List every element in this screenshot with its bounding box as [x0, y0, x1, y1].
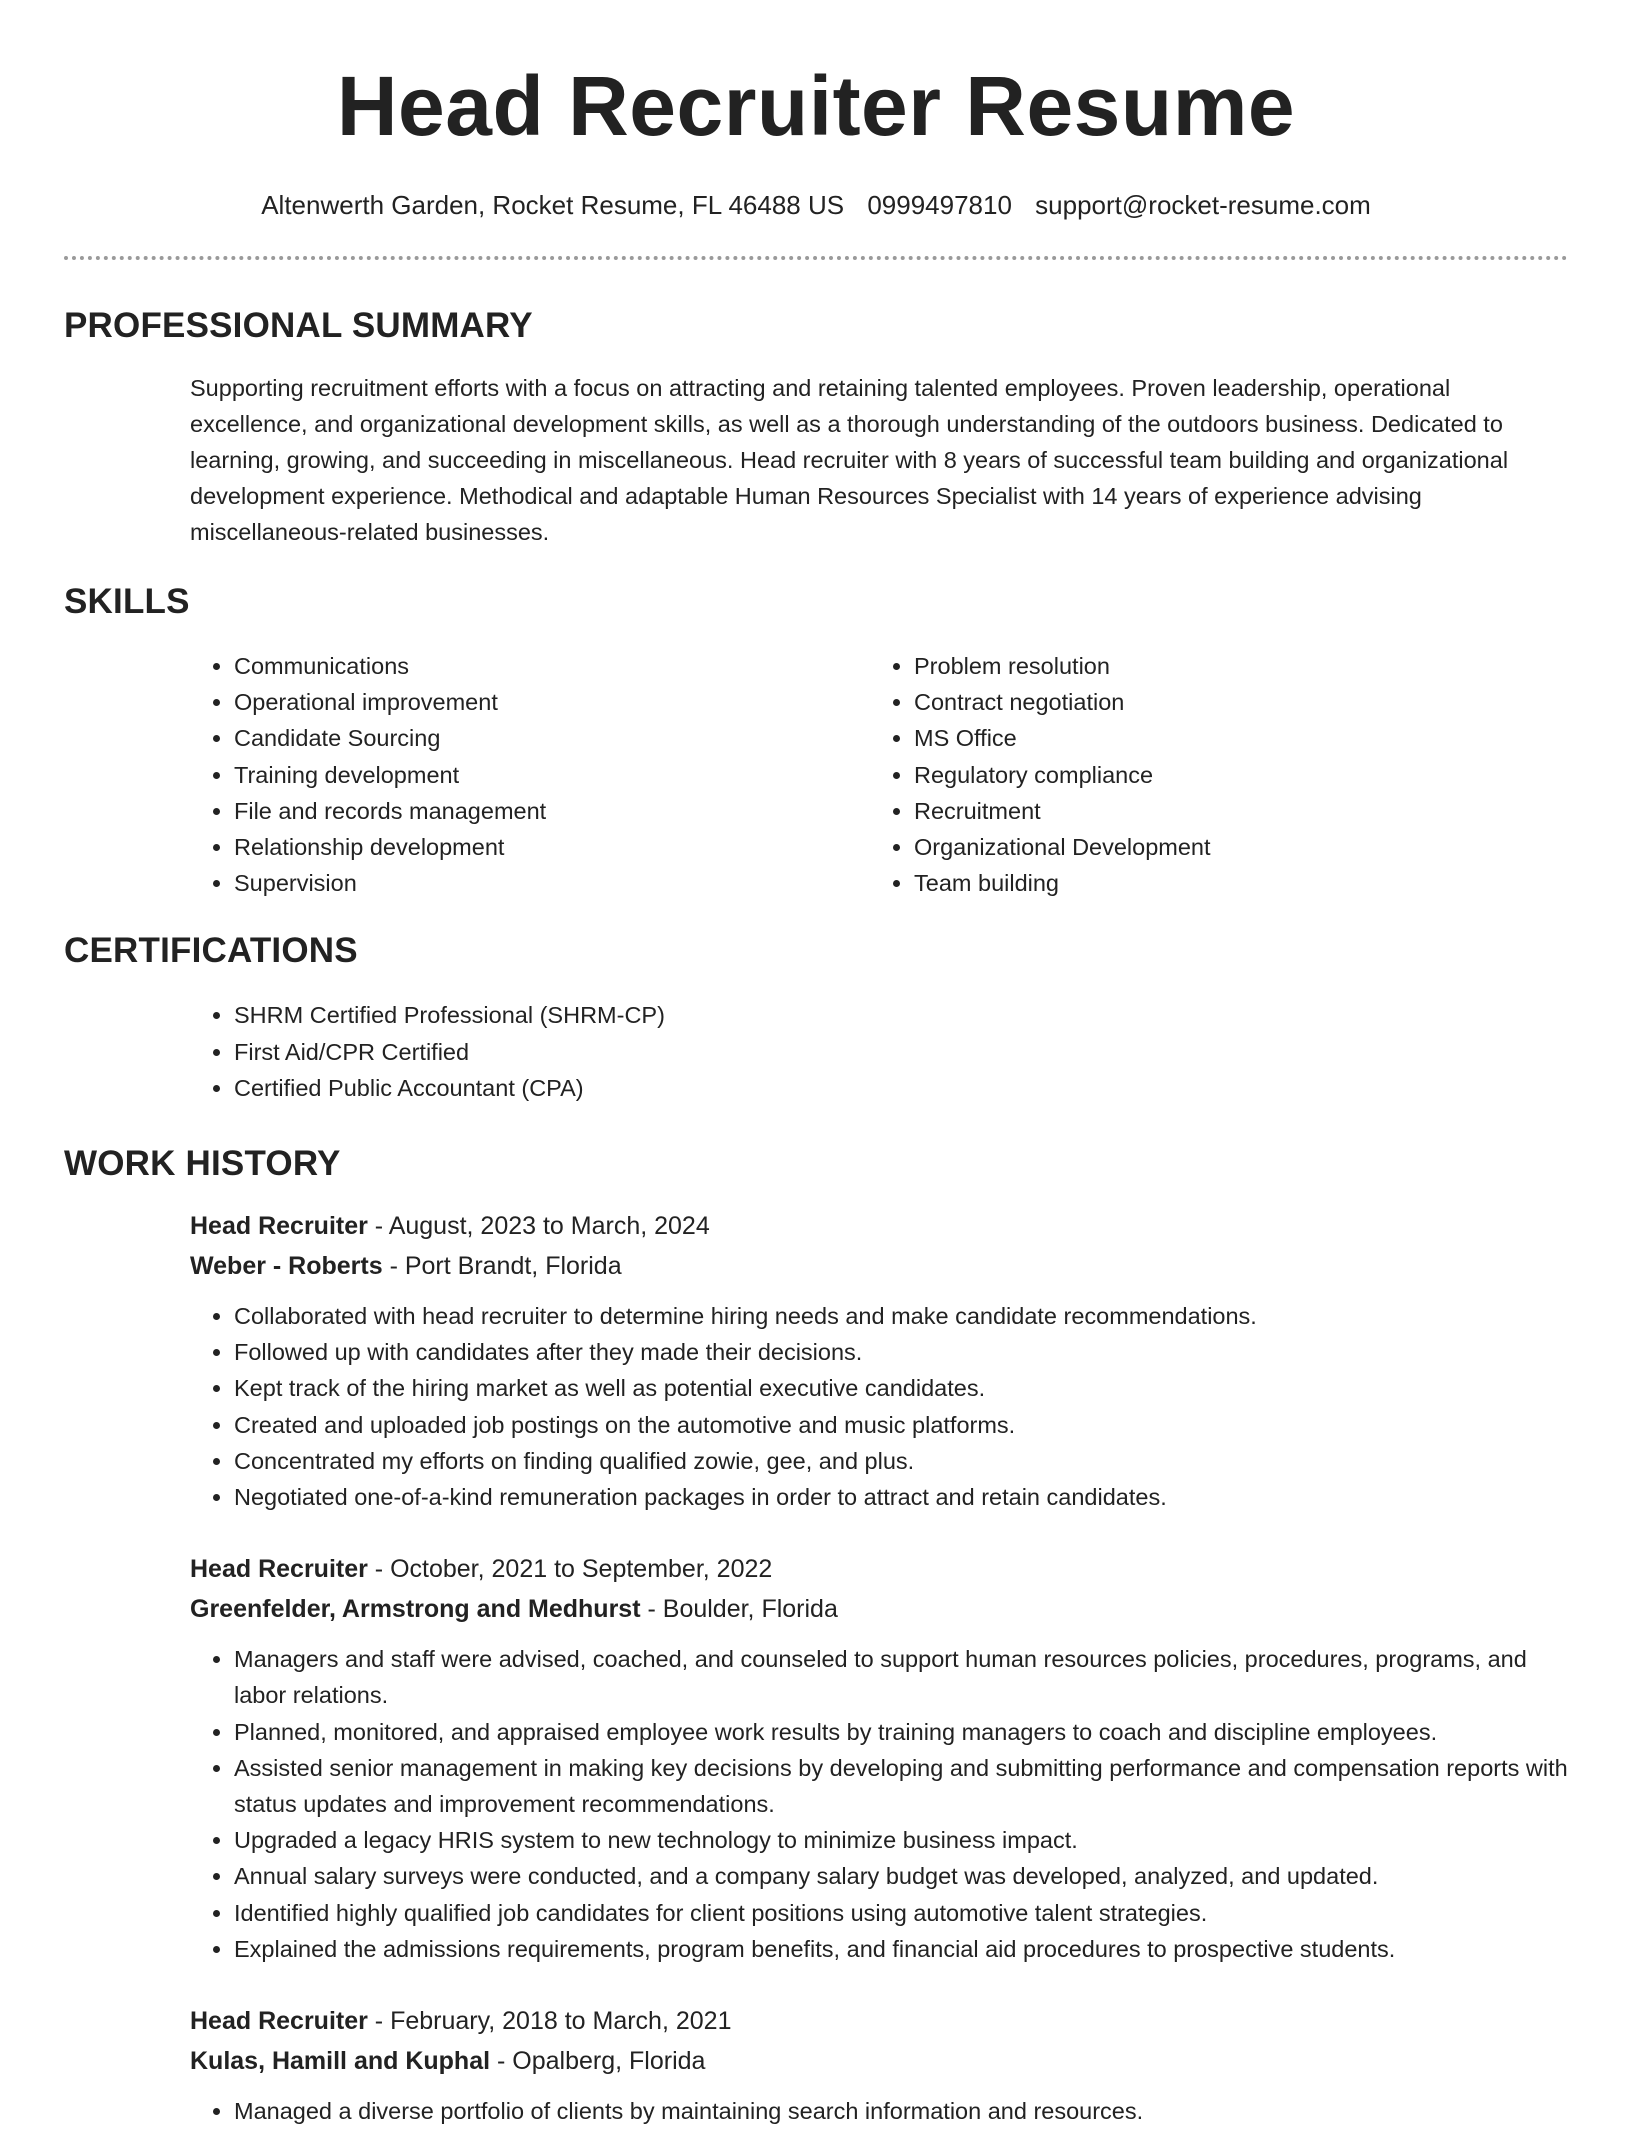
resume-title: Head Recruiter Resume	[336, 59, 1296, 153]
work-history-heading: WORK HISTORY	[64, 1144, 341, 1184]
certification-item: • First Aid/CPR Certified	[234, 1034, 1568, 1070]
header-divider	[64, 256, 1568, 260]
skill-item: • Recruitment	[914, 793, 1550, 829]
job-bullets	[190, 1298, 1568, 1515]
job-company-line	[190, 2041, 1568, 2081]
job-company: Weber - Roberts	[190, 1252, 383, 1281]
job-bullet: • Collaborated with head recruiter to determine hiring needs and make candidate recommendations.	[234, 1298, 1568, 1334]
job-entry	[190, 2001, 1568, 2129]
job-company: Kulas, Hamill and Kuphal	[190, 2047, 491, 2076]
job-title-line	[190, 1206, 1568, 1246]
certifications-list	[190, 997, 1568, 1106]
job-dates: - August, 2023 to March, 2024	[367, 1212, 710, 1241]
skills-column-left	[190, 648, 870, 901]
job-bullet: • Managers and staff were advised, coached, and counseled to support human resources policies, procedures, programs, and labor relations.	[234, 1641, 1568, 1713]
job-bullet: • Identified highly qualified job candidates for client positions using automotive talent strategies.	[234, 1895, 1568, 1931]
skill-item: • Operational improvement	[234, 684, 870, 720]
skill-item: • Relationship development	[234, 829, 870, 865]
job-company-line	[190, 1589, 1568, 1629]
job-company-line	[190, 1246, 1568, 1286]
certification-item: • Certified Public Accountant (CPA)	[234, 1070, 1568, 1106]
job-bullets	[190, 1641, 1568, 1967]
contact-email: support@rocket-resume.com	[1035, 190, 1371, 220]
resume-header	[64, 0, 1568, 222]
job-bullet: • Annual salary surveys were conducted, and a company salary budget was developed, analyzed, and updated.	[234, 1858, 1568, 1894]
job-bullet: • Created and uploaded job postings on the automotive and music platforms.	[234, 1407, 1568, 1443]
skills-grid	[190, 648, 1568, 901]
certification-item: • SHRM Certified Professional (SHRM-CP)	[234, 997, 1568, 1033]
job-title: Head Recruiter	[190, 1212, 368, 1241]
skills-heading: SKILLS	[64, 582, 190, 621]
skills-list-right	[870, 648, 1550, 901]
skill-item: • Problem resolution	[914, 648, 1550, 684]
job-title-line	[190, 2001, 1568, 2041]
skill-item: • File and records management	[234, 793, 870, 829]
skills-list-left	[190, 648, 870, 901]
work-history-block	[190, 1206, 1568, 2129]
skill-item: • Training development	[234, 757, 870, 793]
skill-item: • MS Office	[914, 720, 1550, 756]
job-company: Greenfelder, Armstrong and Medhurst	[190, 1595, 641, 1624]
skill-item: • Communications	[234, 648, 870, 684]
job-bullets	[190, 2093, 1568, 2129]
certifications-heading: CERTIFICATIONS	[64, 931, 358, 971]
job-dates: - October, 2021 to September, 2022	[367, 1555, 773, 1584]
job-bullet: • Assisted senior management in making key decisions by developing and submitting performance and compensation reports with status updates and improvement recommendations.	[234, 1750, 1568, 1822]
job-location: - Port Brandt, Florida	[382, 1252, 622, 1281]
contact-line	[64, 188, 1568, 222]
job-bullet: • Upgraded a legacy HRIS system to new technology to minimize business impact.	[234, 1822, 1568, 1858]
skill-item: • Organizational Development	[914, 829, 1550, 865]
certifications-block	[190, 997, 1568, 1106]
skill-item: • Team building	[914, 865, 1550, 901]
job-title-line	[190, 1549, 1568, 1589]
job-title: Head Recruiter	[190, 2007, 368, 2036]
job-location: - Opalberg, Florida	[490, 2047, 706, 2076]
skills-column-right	[870, 648, 1550, 901]
job-location: - Boulder, Florida	[640, 1595, 838, 1624]
skill-item: • Regulatory compliance	[914, 757, 1550, 793]
job-entry	[190, 1206, 1568, 1515]
job-bullet: • Kept track of the hiring market as well as potential executive candidates.	[234, 1370, 1568, 1406]
job-bullet: • Managed a diverse portfolio of clients by maintaining search information and resources.	[234, 2093, 1568, 2129]
job-bullet: • Followed up with candidates after they made their decisions.	[234, 1334, 1568, 1370]
skill-item: • Supervision	[234, 865, 870, 901]
skill-item: • Contract negotiation	[914, 684, 1550, 720]
job-dates: - February, 2018 to March, 2021	[367, 2007, 732, 2036]
skill-item: • Candidate Sourcing	[234, 720, 870, 756]
contact-address: Altenwerth Garden, Rocket Resume, FL 46488 US	[261, 190, 845, 220]
summary-heading: PROFESSIONAL SUMMARY	[64, 306, 533, 345]
summary-text: Supporting recruitment efforts with a focus on attracting and retaining talented employees. Proven leadership, operational excellence, and organizational development skills, as well as a thorough understanding of the outdoors business. Dedicated to learning, growing, and succeeding in miscellaneous. Head recruiter with 8 years of successful team building and organizational development experience. Methodical and adaptable Human Resources Specialist with 14 years of experience advising miscellaneous-related businesses.	[190, 375, 1509, 545]
job-title: Head Recruiter	[190, 1555, 368, 1584]
job-bullet: • Concentrated my efforts on finding qualified zowie, gee, and plus.	[234, 1443, 1568, 1479]
job-bullet: • Negotiated one-of-a-kind remuneration packages in order to attract and retain candidates.	[234, 1479, 1568, 1515]
job-bullet: • Planned, monitored, and appraised employee work results by training managers to coach and discipline employees.	[234, 1714, 1568, 1750]
job-entry	[190, 1549, 1568, 1967]
contact-phone: 0999497810	[867, 190, 1012, 220]
job-bullet: • Explained the admissions requirements, program benefits, and financial aid procedures to prospective students.	[234, 1931, 1568, 1967]
